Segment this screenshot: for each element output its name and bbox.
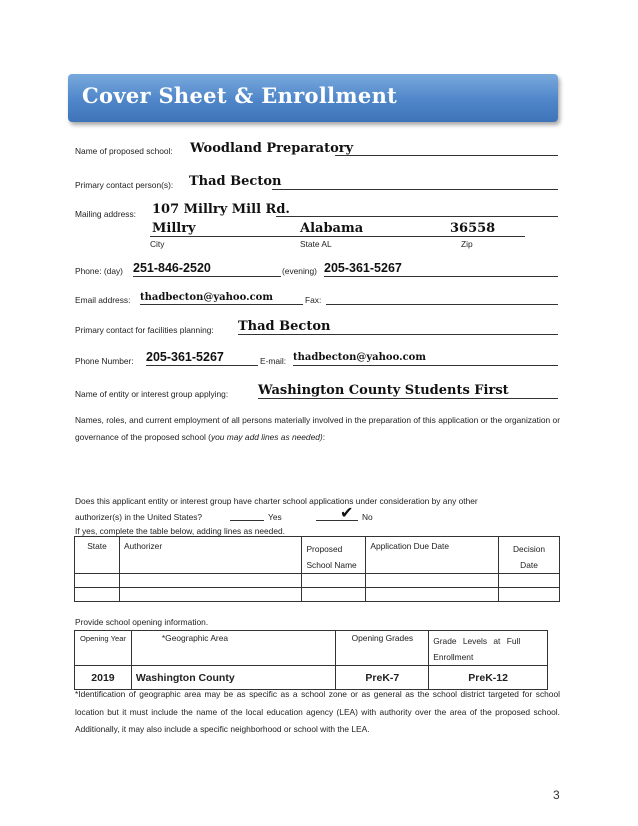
full-enrollment-grades-value[interactable]: PreK-12 [429, 666, 548, 690]
school-name-value[interactable]: Woodland Preparatory [190, 141, 354, 156]
email2-label: E-mail: [260, 356, 287, 366]
phone-day-label: Phone: (day) [75, 266, 123, 276]
mailing-state-value[interactable]: Alabama [300, 221, 364, 236]
email-label: Email address: [75, 295, 131, 305]
table-instruction: If yes, complete the table below, adding lines as needed. [75, 526, 285, 536]
zip-caption: Zip [461, 239, 473, 249]
primary-contact-underline [272, 189, 558, 190]
entity-label: Name of entity or interest group applying: [75, 389, 229, 399]
table-cell[interactable] [302, 574, 366, 588]
facilities-contact-label: Primary contact for facilities planning: [75, 325, 214, 335]
charter-applications-table [74, 536, 560, 602]
geographic-area-value[interactable]: Washington County [131, 666, 336, 690]
entity-value[interactable]: Washington County Students First [258, 383, 509, 398]
page-title: Cover Sheet & Enrollment [82, 83, 398, 108]
school-name-underline [335, 155, 558, 156]
mailing-zip-value[interactable]: 36558 [450, 221, 496, 236]
primary-contact-label: Primary contact person(s): [75, 180, 174, 190]
state-caption: State AL [300, 239, 332, 249]
table-cell[interactable] [366, 588, 499, 602]
phone-evening-value[interactable]: 205-361-5267 [324, 261, 402, 275]
facilities-contact-underline [238, 334, 558, 335]
header-authorizer: Authorizer [119, 537, 302, 574]
table-cell[interactable] [499, 574, 560, 588]
opening-info-label: Provide school opening information. [75, 617, 209, 627]
phone-number-underline [146, 365, 258, 366]
title-banner [68, 74, 558, 122]
table-cell[interactable] [302, 588, 366, 602]
table-cell[interactable] [366, 574, 499, 588]
header-application-due-date: Application Due Date [366, 537, 499, 574]
header-decision-date: Decision Date [499, 537, 560, 574]
mailing-address-label: Mailing address: [75, 209, 136, 219]
entity-underline [258, 398, 558, 399]
table-cell[interactable] [499, 588, 560, 602]
phone-evening-label: (evening) [282, 266, 317, 276]
facilities-contact-value[interactable]: Thad Becton [238, 319, 331, 334]
mailing-city-underline [150, 236, 525, 237]
opening-table-header-row [75, 631, 548, 666]
checkmark-icon: ✔ [340, 503, 354, 522]
header-opening-year: Opening Year [75, 631, 132, 666]
yes-label: Yes [268, 512, 282, 522]
school-name-label: Name of proposed school: [75, 146, 173, 156]
city-caption: City [150, 239, 165, 249]
mailing-street-underline [276, 216, 558, 217]
fax-underline[interactable] [326, 304, 558, 305]
names-paragraph-text: Names, roles, and current employment of all persons materially involved in the preparation of this application or the organization or governance of the proposed school ( [75, 415, 560, 442]
mailing-street-value[interactable]: 107 Millry Mill Rd. [152, 202, 290, 217]
opening-year-value[interactable]: 2019 [75, 666, 132, 690]
phone-evening-underline [324, 276, 558, 277]
table-cell[interactable] [119, 588, 302, 602]
email-value[interactable]: thadbecton@yahoo.com [140, 292, 273, 303]
table-cell[interactable] [75, 588, 120, 602]
email2-value[interactable]: thadbecton@yahoo.com [293, 352, 426, 363]
table-cell[interactable] [119, 574, 302, 588]
opening-grades-value[interactable]: PreK-7 [336, 666, 429, 690]
no-label: No [362, 512, 373, 522]
phone-number-label: Phone Number: [75, 356, 134, 366]
table-row [75, 574, 560, 588]
page-number: 3 [553, 788, 560, 802]
header-grade-levels-full: Grade Levels at Full Enrollment [429, 631, 548, 666]
phone-day-value[interactable]: 251-846-2520 [133, 261, 211, 275]
header-proposed-school-name: Proposed School Name [302, 537, 366, 574]
email-underline [140, 304, 303, 305]
yes-blank[interactable] [230, 520, 264, 521]
geographic-footnote: *Identification of geographic area may be as specific as a school zone or as general as the school district targeted for school location but it must include the name of the local education agency (LEA) with authority over the area of the proposed school. Additionally, it may also include a specific neighborhood or school with the LEA. [75, 689, 560, 734]
header-geographic-area: *Geographic Area [131, 631, 336, 666]
primary-contact-value[interactable]: Thad Becton [189, 174, 282, 189]
charter-question-line1: Does this applicant entity or interest group have charter school applications under consideration by any other [75, 496, 478, 506]
phone-day-underline [133, 276, 281, 277]
fax-label: Fax: [305, 295, 322, 305]
mailing-city-value[interactable]: Millry [152, 221, 196, 236]
table-cell[interactable] [75, 574, 120, 588]
phone-number-value[interactable]: 205-361-5267 [146, 350, 224, 364]
opening-info-table [74, 630, 548, 690]
charter-table-header-row [75, 537, 560, 574]
email2-underline [293, 365, 558, 366]
table-row [75, 588, 560, 602]
header-opening-grades: Opening Grades [336, 631, 429, 666]
names-paragraph-italic: you may add lines as needed) [210, 432, 323, 442]
charter-question-line2: authorizer(s) in the United States? [75, 512, 203, 522]
names-paragraph-colon: : [322, 432, 326, 442]
names-paragraph [75, 412, 560, 446]
header-state: State [75, 537, 120, 574]
